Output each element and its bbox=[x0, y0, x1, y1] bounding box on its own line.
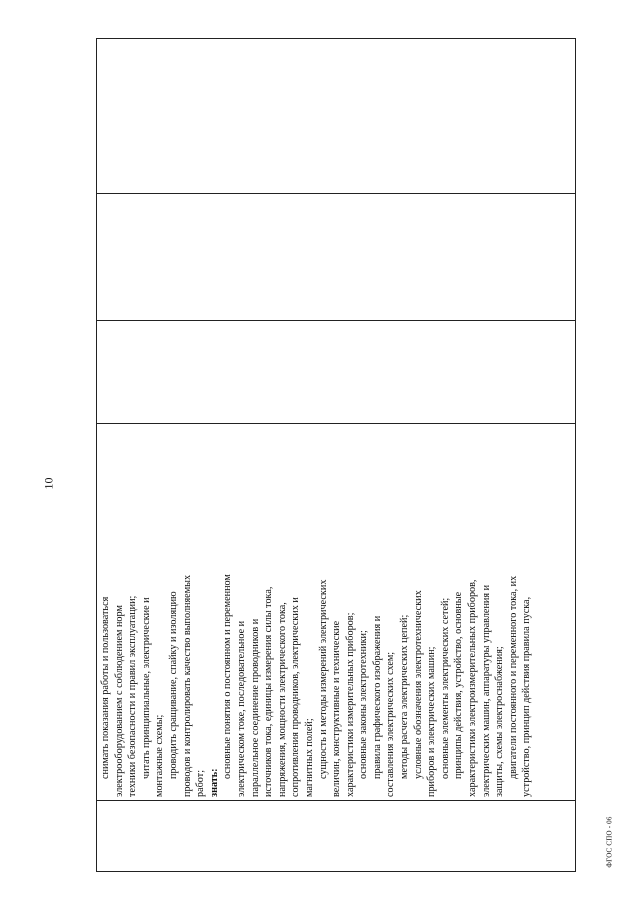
content-line: работ; bbox=[195, 769, 207, 797]
content-line: двигатели постоянного и переменного тока, их bbox=[507, 575, 519, 779]
table-cell-discipline bbox=[97, 39, 576, 194]
content-text bbox=[97, 424, 534, 800]
content-line: основные законы электротехники; bbox=[358, 630, 370, 779]
content-line: характеристики электроизмерительных приборов, bbox=[467, 579, 479, 797]
content-line: источников тока, единицы измерения силы тока, bbox=[263, 586, 275, 797]
table-row bbox=[97, 39, 576, 872]
content-line: принципы действия, устройство, основные bbox=[453, 591, 465, 779]
content-line: сущность и методы измерений электрических bbox=[317, 579, 329, 779]
content-line: устройство, принцип действия правила пуска, bbox=[521, 596, 533, 797]
table-cell-content bbox=[97, 424, 576, 801]
content-line: параллельное соединение проводников и bbox=[249, 618, 261, 797]
content-line: правила графического изображения и bbox=[371, 615, 383, 779]
content-line: методы расчета электрических цепей; bbox=[399, 614, 411, 779]
table-cell-code bbox=[97, 801, 576, 872]
content-line: защиты, схемы электроснабжения; bbox=[494, 646, 506, 797]
content-line: напряжения, мощности электрического тока, bbox=[276, 602, 288, 797]
content-line: сопротивления проводников, электрических и bbox=[290, 597, 302, 797]
page-number: 10 bbox=[41, 477, 56, 490]
content-line: электрооборудованием с соблюдением норм bbox=[113, 605, 125, 797]
footer-standard-label: ФГОС СПО - 06 bbox=[605, 816, 614, 868]
content-line: приборов и электрических машин; bbox=[426, 646, 438, 797]
content-line: составления электрических схем; bbox=[385, 651, 397, 797]
content-line: величин, конструктивные и технические bbox=[331, 620, 343, 797]
content-line: знать: bbox=[208, 768, 220, 797]
table-cell-hours bbox=[97, 194, 576, 321]
content-line: проводить сращивание, спайку и изоляцию bbox=[167, 591, 179, 779]
content-line: основные элементы электрических сетей; bbox=[439, 597, 451, 779]
content-line: читать принципиальные, электрические и bbox=[140, 597, 152, 779]
content-line: электрических машин, аппаратуры управления и bbox=[480, 584, 492, 797]
content-line: характеристики измерительных приборов; bbox=[344, 612, 356, 797]
table-cell-hours-max bbox=[97, 321, 576, 424]
content-line: магнитных полей; bbox=[303, 718, 315, 797]
content-line: проводов и контролировать качество выполняемых bbox=[181, 574, 193, 797]
content-line: монтажные схемы; bbox=[154, 714, 166, 797]
content-line: основные понятия о постоянном и переменном bbox=[222, 574, 234, 779]
content-line: условные обозначения электротехнических bbox=[412, 590, 424, 779]
competency-table bbox=[96, 44, 576, 872]
content-line: снимать показания работы и пользоваться bbox=[100, 596, 111, 779]
content-line: электрическом токе, последовательное и bbox=[235, 620, 247, 797]
content-line: техники безопасности и правил эксплуатации; bbox=[127, 595, 139, 797]
